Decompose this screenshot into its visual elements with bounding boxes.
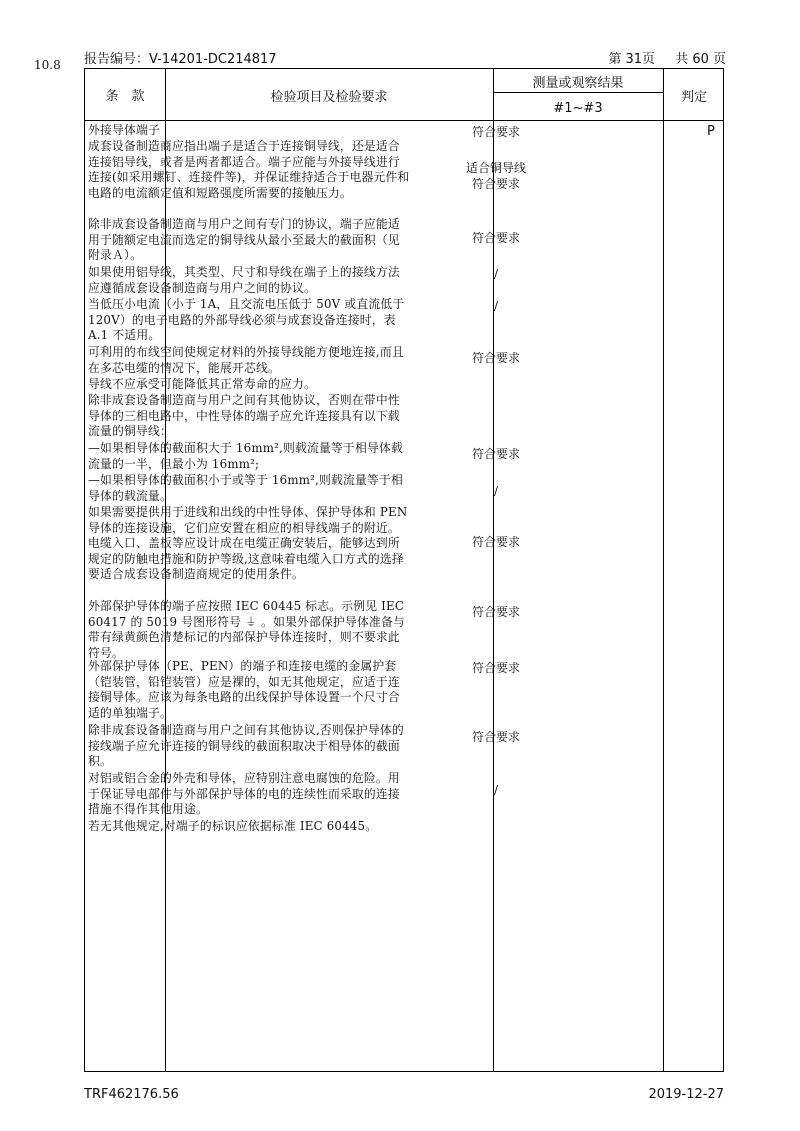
result-value: / (493, 484, 499, 498)
results-subheader-line (493, 92, 663, 93)
report-number: 报告编号：V-14201-DC214817 (84, 52, 277, 67)
req-paragraph: 除非成套设备制造商与用户之间有其他协议，否则在带中性导体的三相电路中，中性导体的端子应允许连接具有以下载流量的铜导线： (88, 393, 400, 439)
req-paragraph: —如果相导体的截面积大于 16mm²,则载流量等于相导体载流量的一半，但最小为 16mm²; (88, 441, 403, 471)
sample-header: #1~#3 (553, 101, 603, 116)
result-value: 符合要求 (471, 351, 520, 365)
results-header: 测量或观察结果 (532, 76, 624, 91)
result-value: / (493, 783, 499, 797)
result-value: 适合铜导线 (465, 161, 526, 175)
req-paragraph: 如果需要提供用于进线和出线的中性导体、保护导体和 PEN 导体的连接设施，它们应安置在相应的相导线端子的附近。电缆入口、盖板等应设计成在电缆正确安装后，能够达到所规定的防触电措施和防护等级,这意味着电缆入口方式的选择要适合成套设备制造商规定的使用条件。 (88, 505, 408, 582)
clause-number: 10.8 (34, 58, 61, 72)
req-paragraph: —如果相导体的截面积小于或等于 16mm²,则载流量等于相导体的载流量。 (88, 473, 403, 503)
form-number: TRF462176.56 (84, 1087, 179, 1102)
page-current: 第 31页 (608, 52, 656, 67)
result-value: 符合要求 (471, 605, 520, 619)
req-paragraph: 外部保护导体（PE、PEN）的端子和连接电缆的金属护套（铠装管，铅铠装管）应是裸的，如无其他规定，应适于连接铜导体。应该为每条电路的出线保护导体设置一个尺寸合适的单独端子。 (88, 659, 400, 720)
req-paragraph: 成套设备制造商应指出端子是适合于连接铜导线，还是适合连接铝导线，或者是两者都适合。端子应能与外接导线进行连接(如采用螺钉、连接件等)，并保证维持适合于电器元件和电路的电流额定值和短路强度所需要的接触压力。 (88, 139, 410, 200)
req-title: 外接导体端子 (88, 123, 160, 137)
col-divider-2 (493, 69, 494, 1071)
clause-header: 条 款 (105, 89, 145, 104)
result-value: 符合要求 (471, 447, 520, 461)
result-value: 符合要求 (471, 730, 520, 744)
result-value: 符合要求 (471, 661, 520, 675)
req-paragraph: 除非成套设备制造商与用户之间有专门的协议，端子应能适用于随额定电流而选定的铜导线从最小至最大的截面积（见附录Ａ）。 (88, 217, 400, 263)
result-value: 符合要求 (471, 535, 520, 549)
footer-date: 2019-12-27 (648, 1087, 724, 1102)
req-paragraph: 可利用的布线空间使规定材料的外接导线能方便地连接,而且在多芯电缆的情况下，能展开芯线。 (88, 345, 404, 375)
req-paragraph: 外部保护导体的端子应按照 IEC 60445 标志。示例见 IEC 60417 的 5019 号图形符号 ⏚ 。如果外部保护导体准备与带有绿黄颜色清楚标记的内部保护导体连接时，则不要求此符号。 (88, 599, 406, 660)
result-value: 符合要求 (471, 231, 520, 245)
result-value: 符合要求 (471, 177, 520, 191)
page-info (592, 48, 726, 67)
header-bottom-line (85, 120, 723, 121)
req-paragraph: 若无其他规定,对端子的标识应依据标准 IEC 60445。 (88, 819, 378, 833)
req-paragraph: 对铝或铝合金的外壳和导体，应特别注意电腐蚀的危险。用于保证导电部件与外部保护导体的电的连续性而采取的连接措施不得作其他用途。 (88, 771, 400, 817)
item-header: 检验项目及检验要求 (270, 90, 388, 105)
result-value: / (493, 299, 499, 313)
col-divider-3 (663, 69, 664, 1071)
req-paragraph: 如果使用铝导线，其类型、尺寸和导线在端子上的接线方法应遵循成套设备制造商与用户之间的协议。 (88, 265, 400, 295)
verdict-value: P (707, 124, 715, 139)
verdict-header: 判定 (680, 90, 707, 105)
page-total: 共 60 页 (675, 52, 726, 67)
req-paragraph: 导线不应承受可能降低其正常寿命的应力。 (88, 377, 316, 391)
result-value: 符合要求 (471, 125, 520, 139)
result-value: / (493, 267, 499, 281)
req-paragraph: 当低压小电流（小于 1A，且交流电压低于 50V 或直流低于 120V）的电子电路的外部导线必须与成套设备连接时，表 A.1 不适用。 (88, 297, 405, 343)
req-paragraph: 除非成套设备制造商与用户之间有其他协议,否则保护导体的接线端子应允许连接的铜导线的截面积取决于相导体的截面积。 (88, 723, 404, 769)
